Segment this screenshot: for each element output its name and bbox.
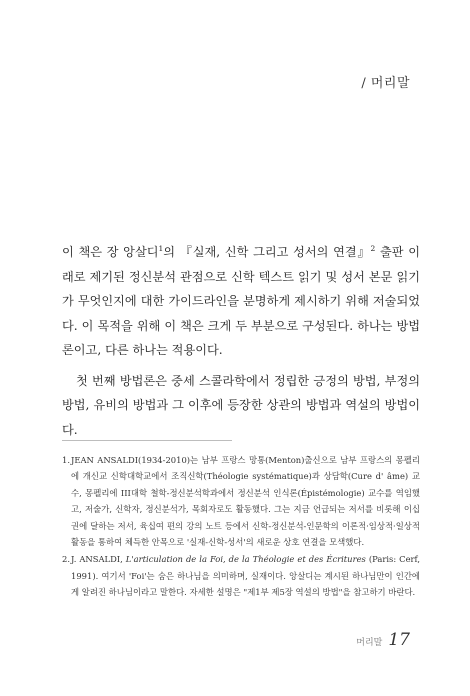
paragraph-1 (62, 240, 420, 363)
paragraph-2: 첫 번째 방법론은 중세 스콜라학에서 정립한 긍정의 방법, 부정의 방법, 유비의 방법과 그 이후에 등장한 상관의 방법과 역설의 방법이다. (62, 373, 420, 437)
footnote-2-author: J. ANSALDI, (71, 554, 126, 565)
footnote-2-text: (Paris: Cerf, 1991). 여기서 'Foi'는 숨은 하나님을 의미하며, 실재이다. 앙살디는 계시된 하나님만이 인간에게 알려진 하나님이라고 말한다. 자세한 설명은 "제1부 제5장 역설의 방법"을 참고하기 바란다. (71, 554, 421, 598)
running-title: 머리말 (356, 638, 383, 648)
p1-part-a: 이 책은 장 앙살디 (62, 245, 159, 259)
footnote-1-text: JEAN ANSALDI(1934-2010)는 남부 프랑스 망통(Menton)출신으로 남부 프랑스의 몽펠리에 개신교 신학대학교에서 조직신학(Théologie systématique)과 상담학(Cure d' âme) 교수, 몽펠리에 III대학 철학-정신분석학과에서 정신분석 인식론(Épistémologie) 교수를 역임했고, 저술가, 신학자, 정신분석가, 목회자로도 활동했다. 그는 지금 언급되는 저서를 비롯해 이십 권에 달하는 저서, 육십여 편의 강의 노트 등에서 신학-정신분석-인문학의 이론적·임상적·일상적 활동을 통하여 체득한 안목으로 '실재-신학-성서'의 새로운 상호 연결을 모색했다. (71, 455, 420, 548)
body-text (62, 240, 420, 442)
footnote-1 (62, 452, 420, 550)
page-footer (356, 630, 410, 650)
page-number: 17 (388, 630, 410, 650)
chapter-heading: / 머리말 (361, 76, 410, 91)
p1-part-b: 의 『실재, 신학 그리고 성서의 연결』 (163, 245, 371, 259)
footnote-ref-1[interactable]: 1 (158, 243, 164, 253)
footnote-divider (62, 440, 232, 441)
footnote-2 (62, 551, 420, 600)
footnotes (62, 452, 420, 602)
footnote-ref-2[interactable]: 2 (370, 243, 376, 253)
footnote-1-number: 1. (62, 455, 70, 465)
footnote-2-number: 2. (62, 554, 70, 565)
footnote-2-title: L'articulation de la Foi, de la Théologie et des Écritures (125, 554, 366, 565)
p1-part-c: 출판 이래로 제기된 정신분석 관점으로 신학 텍스트 읽기 및 성서 본문 읽기가 무엇인지에 대한 가이드라인을 분명하게 제시하기 위해 저술되었다. 이 목적을 위해 이 책은 크게 두 부분으로 구성된다. 하나는 방법론이고, 다른 하나는 적용이다. (62, 245, 420, 357)
